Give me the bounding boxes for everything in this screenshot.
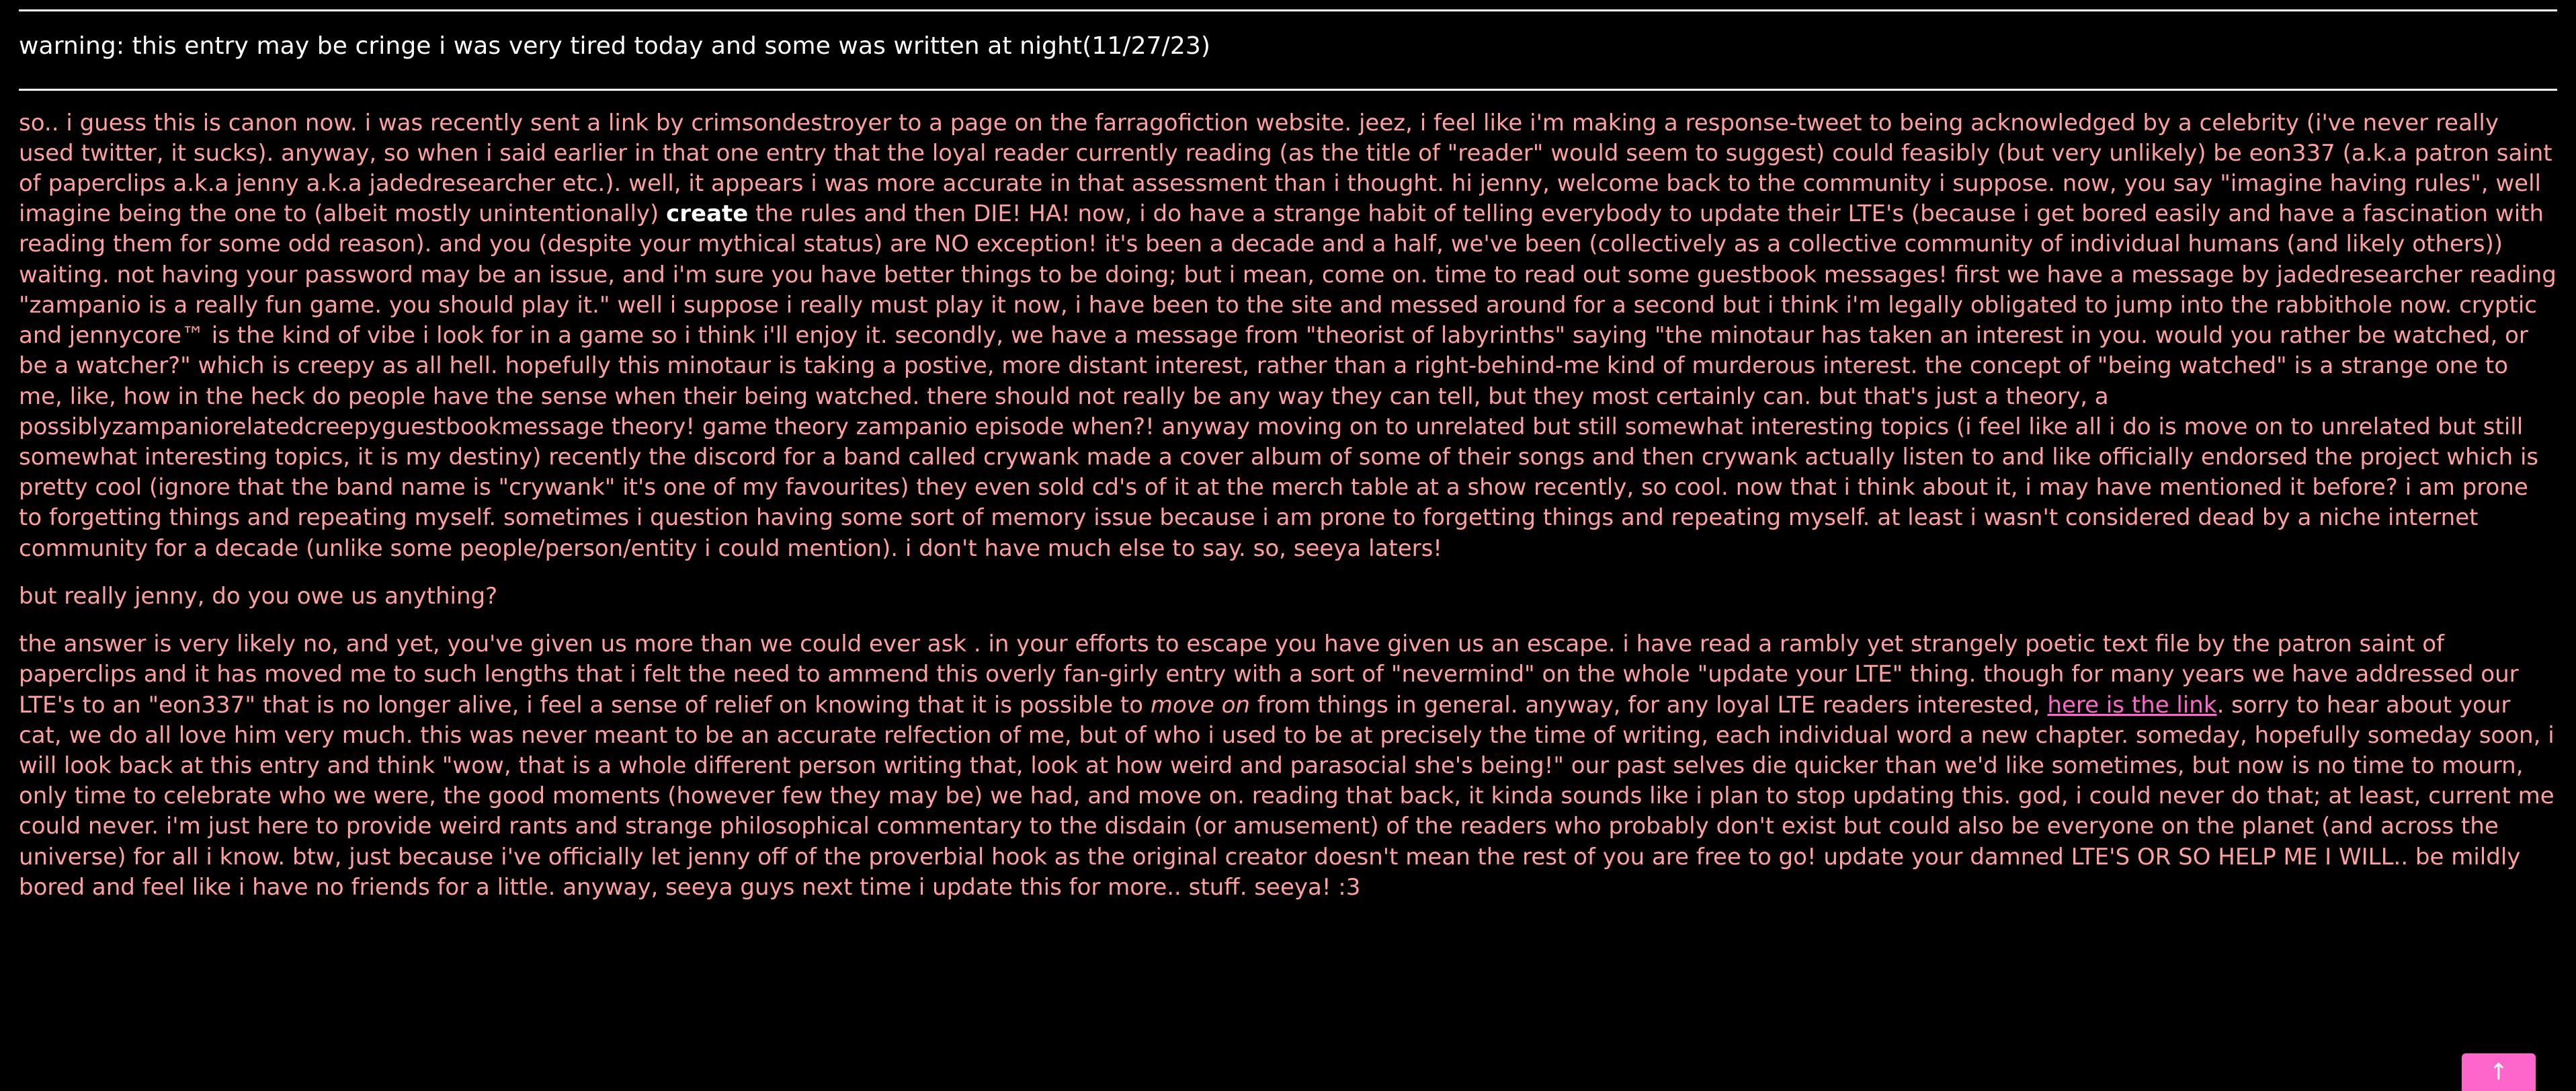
- paragraph-1-segment-1: so.. i guess this is canon now. i was recently sent a link by crimsondestroyer to a page on the farragofiction website. jeez, i feel like i'm making a response-tweet to being acknowledged by a celebrity (i've never really used twitter, it sucks). anyway, so when i said earlier in that one entry that the loyal reader currently reading (as the title of "reader" would seem to suggest) could feasibly (but very unlikely) be eon337 (a.k.a patron saint of paperclips a.k.a jenny a.k.a jadedresearcher etc.). well, it appears i was more accurate in that assessment than i thought. hi jenny, welcome back to the community i suppose. now, you say "imagine having rules", well imagine being the one to (albeit mostly unintentionally): [19, 109, 2552, 228]
- paragraph-3-italic-move-on: move on: [1150, 691, 1250, 719]
- entry-paragraph-3: [19, 629, 2557, 903]
- entry-paragraph-1: [19, 108, 2557, 564]
- entry-body: [19, 91, 2557, 903]
- entry-warning-note: warning: this entry may be cringe i was very tired today and some was written at night(11/27/23): [19, 32, 1210, 60]
- paragraph-3-segment-2: from things in general. anyway, for any loyal LTE readers interested,: [1249, 691, 2048, 719]
- scroll-to-top-button[interactable]: [2462, 1053, 2536, 1091]
- entry-paragraph-2: but really jenny, do you owe us anything?: [19, 582, 498, 610]
- lte-external-link[interactable]: here is the link: [2047, 691, 2217, 719]
- paragraph-3-segment-3: . sorry to hear about your cat, we do all love him very much. this was never meant to be an accurate relfection of me, but of who i used to be at precisely the time of writing, each individual word a new chapter. someday, hopefully someday soon, i will look back at this entry and think "wow, that is a whole different person writing that, look at how weird and parasocial she's being!" our past selves die quicker than we'd like sometimes, but now is no time to mourn, only time to celebrate who we were, the good moments (however few they may be) we had, and move on. reading that back, it kinda sounds like i plan to stop updating this. god, i could never do that; at least, current me could never. i'm just here to provide weird rants and strange philosophical commentary to the disdain (or amusement) of the readers who probably don't exist but could also be everyone on the planet (and across the universe) for all i know. btw, just because i've officially let jenny off of the proverbial hook as the original creator doesn't mean the rest of you are free to go! update your damned LTE'S OR SO HELP ME I WILL.. be mildly bored and feel like i have no friends for a little. anyway, seeya guys next time i update this for more.. stuff. seeya! :3: [19, 691, 2554, 901]
- paragraph-3-segment-1: the answer is very likely no, and yet, you've given us more than we could ever ask . in your efforts to escape you have given us an escape. i have read a rambly yet strangely poetic text file by the patron saint of paperclips and it has moved me to such lengths that i felt the need to ammend this overly fan-girly entry with a sort of "nevermind" on the whole "update your LTE" thing. though for many years we have addressed our LTE's to an "eon337" that is no longer alive, i feel a sense of relief on knowing that it is possible to: [19, 631, 2519, 719]
- paragraph-1-bold-create: create: [666, 200, 749, 228]
- paragraph-1-segment-2: the rules and then DIE! HA! now, i do have a strange habit of telling everybody to update their LTE's (because i get bored easily and have a fascination with reading them for some odd reason). and you (despite your mythical status) are NO exception! it's been a decade and a half, we've been (collectively as a collective community of individual humans (and likely others)) waiting. not having your password may be an issue, and i'm sure you have better things to be doing; but i mean, come on. time to read out some guestbook messages! first we have a message by jadedresearcher reading "zampanio is a really fun game. you should play it." well i suppose i really must play it now, i have been to the site and messed around for a second but i think i'm legally obligated to jump into the rabbithole now. cryptic and jennycore™ is the kind of vibe i look for in a game so i think i'll enjoy it. secondly, we have a message from "theorist of labyrinths" saying "the minotaur has taken an interest in you. would you rather be watched, or be a watcher?" which is creepy as all hell. hopefully this minotaur is taking a postive, more distant interest, rather than a right-behind-me kind of murderous interest. the concept of "being watched" is a strange one to me, like, how in the heck do people have the sense when their being watched. there should not really be any way they can tell, but they most certainly can. but that's just a theory, a possiblyzampaniorelatedcreepyguestbookmessage theory! game theory zampanio episode when?! anyway moving on to unrelated but still somewhat interesting topics (i feel like all i do is move on to unrelated but still somewhat interesting topics, it is my destiny) recently the discord for a band called crywank made a cover album of some of their songs and then crywank actually listen to and like officially endorsed the project which is pretty cool (ignore that the band name is "crywank" it's one of my favourites) they even sold cd's of it at the merch table at a show recently, so cool. now that i think about it, i may have mentioned it before? i am prone to forgetting things and repeating myself. sometimes i question having some sort of memory issue because i am prone to forgetting things and repeating myself. at least i wasn't considered dead by a niche internet community for a decade (unlike some people/person/entity i could mention). i don't have much else to say. so, seeya laters!: [19, 200, 2557, 562]
- arrow-up-icon: ↑: [2489, 1059, 2509, 1086]
- entry-page: [0, 9, 2576, 903]
